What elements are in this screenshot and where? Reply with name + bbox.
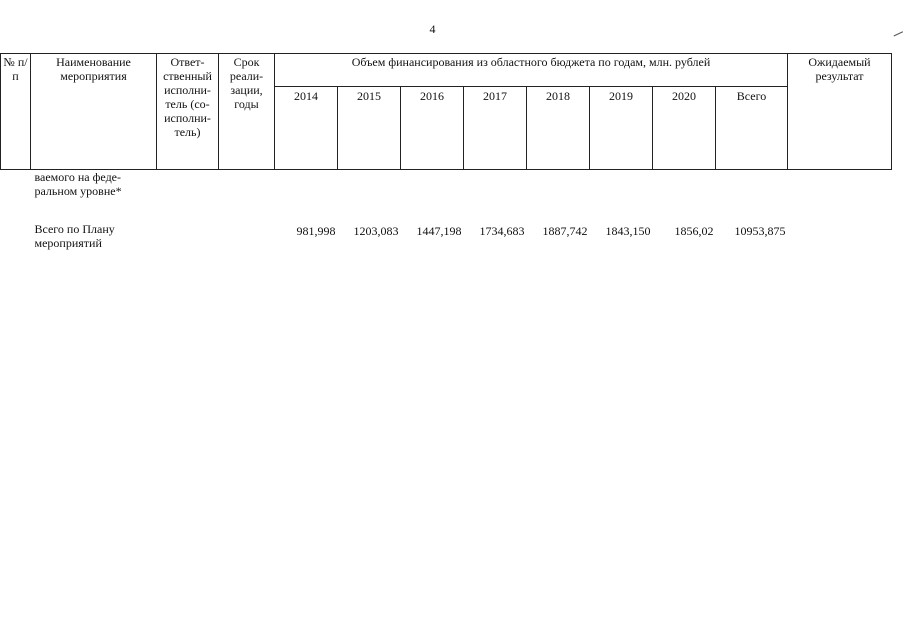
cell-result [788,170,892,223]
header-year-2020: 2020 [653,87,716,170]
header-year-2017: 2017 [464,87,527,170]
header-total: Всего [716,87,788,170]
cell-period [219,222,275,264]
cell-name: Всего по Плану мероприятий [34,222,115,250]
cell-num [1,170,31,223]
cell-2016 [401,170,464,223]
cell-2014 [275,170,338,223]
funding-table [0,53,892,264]
cell-executor [157,170,219,223]
header-year-2015: 2015 [338,87,401,170]
header-funding-group: Объем финансирования из областного бюджета по годам, млн. рублей [275,54,788,87]
header-year-2019: 2019 [590,87,653,170]
cell-name: ваемого на феде-ральном уровне* [34,170,122,198]
header-num: № п/п [1,54,31,170]
header-executor: Ответ-ственный исполни-тель (со-исполни-тель) [157,54,219,170]
cell-2020 [653,170,716,223]
header-year-2016: 2016 [401,87,464,170]
cell-2017 [464,170,527,223]
cell-period [219,170,275,223]
cell-2020: 1856,02 [674,224,714,238]
cell-2015: 1203,083 [353,224,399,238]
header-year-2014: 2014 [275,87,338,170]
cell-2014: 981,998 [296,224,336,238]
cell-result [788,222,892,264]
page-number: 4 [429,22,436,36]
header-result: Ожидаемый результат [788,54,892,170]
cell-2015 [338,170,401,223]
cell-total: 10953,875 [734,224,786,238]
cell-2017: 1734,683 [479,224,525,238]
table-row [1,222,892,264]
cell-executor [157,222,219,264]
header-year-2018: 2018 [527,87,590,170]
cell-total [716,170,788,223]
cell-2019: 1843,150 [605,224,651,238]
cell-2016: 1447,198 [416,224,462,238]
table-row [1,170,892,223]
cell-2018 [527,170,590,223]
cell-2018: 1887,742 [542,224,588,238]
border-fragment [894,31,905,43]
cell-2019 [590,170,653,223]
header-name: Наименование мероприятия [31,54,157,170]
cell-num [1,222,31,264]
header-period: Срок реали-зации, годы [219,54,275,170]
